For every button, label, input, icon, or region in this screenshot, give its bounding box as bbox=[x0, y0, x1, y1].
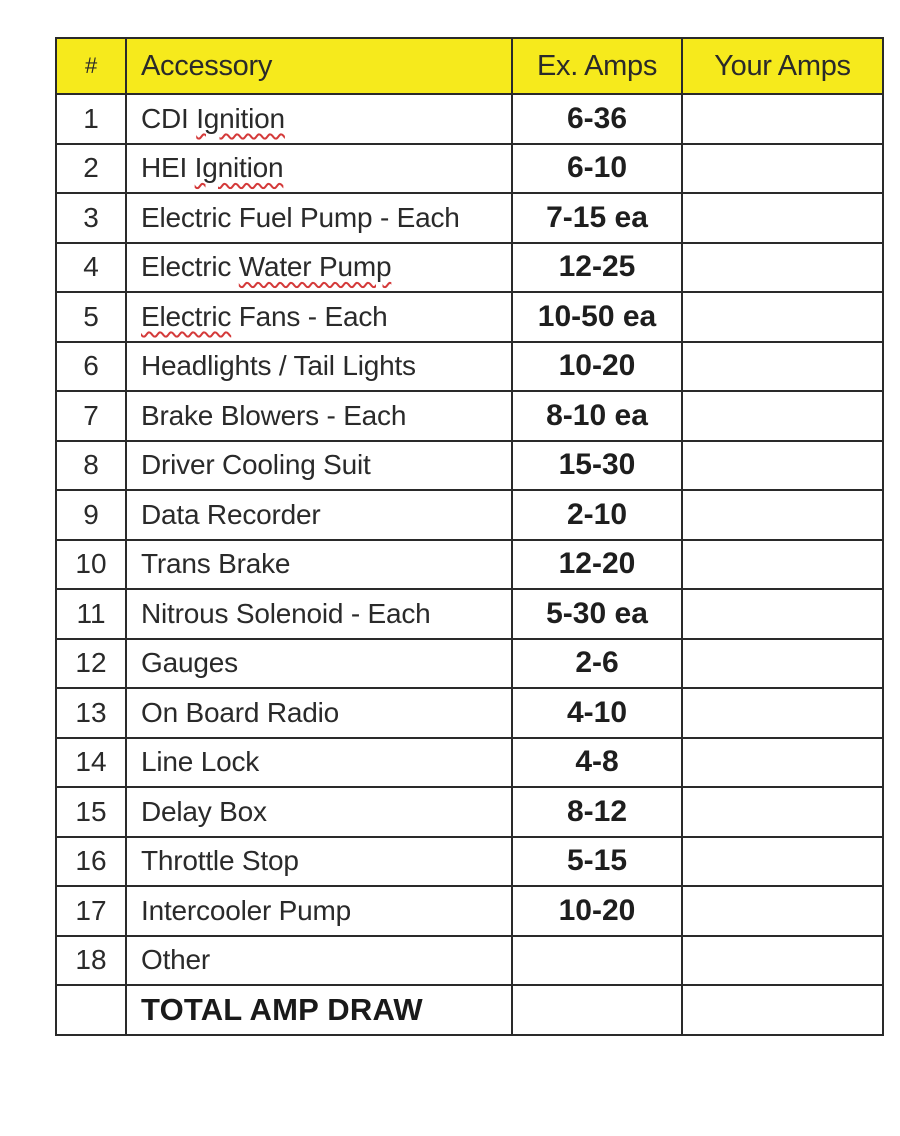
example-amps: 8-10 ea bbox=[512, 391, 682, 441]
accessory-text: Driver Cooling Suit bbox=[141, 449, 371, 481]
your-amps-cell[interactable] bbox=[682, 193, 883, 243]
table-row bbox=[56, 243, 883, 293]
amp-draw-table bbox=[55, 37, 884, 1036]
accessory-name bbox=[126, 688, 512, 738]
example-amps: 5-30 ea bbox=[512, 589, 682, 639]
row-number: 1 bbox=[56, 94, 126, 144]
accessory-text-spellcheck: Ignition bbox=[196, 102, 285, 134]
row-number: 14 bbox=[56, 738, 126, 788]
row-number: 3 bbox=[56, 193, 126, 243]
accessory-text: Trans Brake bbox=[141, 548, 291, 580]
accessory-text: CDI bbox=[141, 102, 197, 134]
header-example-amps: Ex. Amps bbox=[512, 38, 682, 94]
accessory-text: Headlights / Tail Lights bbox=[141, 350, 416, 382]
row-number: 5 bbox=[56, 292, 126, 342]
table-row bbox=[56, 391, 883, 441]
table-body bbox=[56, 94, 883, 985]
example-amps: 6-36 bbox=[512, 94, 682, 144]
accessory-name bbox=[126, 243, 512, 293]
table-row bbox=[56, 490, 883, 540]
table-row bbox=[56, 441, 883, 491]
example-amps: 6-10 bbox=[512, 144, 682, 194]
accessory-name bbox=[126, 886, 512, 936]
accessory-name bbox=[126, 639, 512, 689]
row-number: 13 bbox=[56, 688, 126, 738]
accessory-name bbox=[126, 144, 512, 194]
table-row bbox=[56, 144, 883, 194]
total-number-cell bbox=[56, 985, 126, 1035]
your-amps-cell[interactable] bbox=[682, 144, 883, 194]
table-row bbox=[56, 688, 883, 738]
header-number: # bbox=[56, 38, 126, 94]
accessory-name bbox=[126, 936, 512, 986]
accessory-name bbox=[126, 342, 512, 392]
accessory-name bbox=[126, 490, 512, 540]
accessory-text: Gauges bbox=[141, 647, 238, 679]
accessory-text: HEI bbox=[141, 152, 195, 184]
example-amps: 10-20 bbox=[512, 886, 682, 936]
row-number: 6 bbox=[56, 342, 126, 392]
example-amps: 4-10 bbox=[512, 688, 682, 738]
accessory-text-spellcheck: Water Pump bbox=[238, 251, 392, 283]
accessory-text: Electric Fuel Pump - Each bbox=[141, 201, 460, 233]
example-amps: 15-30 bbox=[512, 441, 682, 491]
row-number: 11 bbox=[56, 589, 126, 639]
your-amps-cell[interactable] bbox=[682, 837, 883, 887]
table-row bbox=[56, 94, 883, 144]
total-label: TOTAL AMP DRAW bbox=[126, 985, 512, 1035]
accessory-text: Brake Blowers - Each bbox=[141, 399, 407, 431]
example-amps: 7-15 ea bbox=[512, 193, 682, 243]
example-amps: 12-20 bbox=[512, 540, 682, 590]
accessory-name bbox=[126, 540, 512, 590]
your-amps-cell[interactable] bbox=[682, 787, 883, 837]
accessory-text: Delay Box bbox=[141, 795, 267, 827]
table-row bbox=[56, 738, 883, 788]
table-row bbox=[56, 292, 883, 342]
accessory-text: Electric bbox=[141, 251, 239, 283]
your-amps-cell[interactable] bbox=[682, 292, 883, 342]
example-amps: 4-8 bbox=[512, 738, 682, 788]
your-amps-cell[interactable] bbox=[682, 243, 883, 293]
accessory-name bbox=[126, 787, 512, 837]
row-number: 2 bbox=[56, 144, 126, 194]
accessory-name bbox=[126, 391, 512, 441]
table-header-row bbox=[56, 38, 883, 94]
header-your-amps: Your Amps bbox=[682, 38, 883, 94]
accessory-text: Throttle Stop bbox=[141, 845, 299, 877]
accessory-text-spellcheck: Electric bbox=[141, 300, 232, 332]
accessory-text-tail: Fans - Each bbox=[231, 300, 388, 332]
accessory-name bbox=[126, 837, 512, 887]
your-amps-cell[interactable] bbox=[682, 490, 883, 540]
your-amps-cell[interactable] bbox=[682, 441, 883, 491]
your-amps-cell[interactable] bbox=[682, 936, 883, 986]
example-amps: 2-6 bbox=[512, 639, 682, 689]
table-row bbox=[56, 540, 883, 590]
table-row bbox=[56, 193, 883, 243]
accessory-text: Intercooler Pump bbox=[141, 894, 352, 926]
total-example-amps-cell bbox=[512, 985, 682, 1035]
example-amps: 5-15 bbox=[512, 837, 682, 887]
accessory-name bbox=[126, 589, 512, 639]
accessory-text: Data Recorder bbox=[141, 498, 321, 530]
example-amps: 8-12 bbox=[512, 787, 682, 837]
your-amps-cell[interactable] bbox=[682, 688, 883, 738]
row-number: 17 bbox=[56, 886, 126, 936]
total-your-amps-cell[interactable] bbox=[682, 985, 883, 1035]
example-amps: 12-25 bbox=[512, 243, 682, 293]
your-amps-cell[interactable] bbox=[682, 589, 883, 639]
row-number: 7 bbox=[56, 391, 126, 441]
table-row bbox=[56, 886, 883, 936]
table-row bbox=[56, 837, 883, 887]
amp-draw-worksheet bbox=[55, 37, 882, 1036]
your-amps-cell[interactable] bbox=[682, 342, 883, 392]
your-amps-cell[interactable] bbox=[682, 94, 883, 144]
row-number: 10 bbox=[56, 540, 126, 590]
example-amps: 10-50 ea bbox=[512, 292, 682, 342]
accessory-name bbox=[126, 292, 512, 342]
example-amps bbox=[512, 936, 682, 986]
accessory-name bbox=[126, 738, 512, 788]
your-amps-cell[interactable] bbox=[682, 886, 883, 936]
accessory-text: On Board Radio bbox=[141, 696, 339, 728]
table-row bbox=[56, 936, 883, 986]
example-amps: 10-20 bbox=[512, 342, 682, 392]
accessory-name bbox=[126, 193, 512, 243]
table-row bbox=[56, 639, 883, 689]
table-row bbox=[56, 589, 883, 639]
accessory-text: Other bbox=[141, 944, 211, 976]
row-number: 8 bbox=[56, 441, 126, 491]
your-amps-cell[interactable] bbox=[682, 391, 883, 441]
row-number: 4 bbox=[56, 243, 126, 293]
accessory-text: Nitrous Solenoid - Each bbox=[141, 597, 431, 629]
total-row bbox=[56, 985, 883, 1035]
accessory-name bbox=[126, 441, 512, 491]
table-row bbox=[56, 342, 883, 392]
your-amps-cell[interactable] bbox=[682, 540, 883, 590]
table-row bbox=[56, 787, 883, 837]
accessory-text-spellcheck: Ignition bbox=[194, 152, 284, 184]
row-number: 15 bbox=[56, 787, 126, 837]
example-amps: 2-10 bbox=[512, 490, 682, 540]
row-number: 12 bbox=[56, 639, 126, 689]
row-number: 18 bbox=[56, 936, 126, 986]
row-number: 9 bbox=[56, 490, 126, 540]
row-number: 16 bbox=[56, 837, 126, 887]
your-amps-cell[interactable] bbox=[682, 639, 883, 689]
accessory-name bbox=[126, 94, 512, 144]
accessory-text: Line Lock bbox=[141, 746, 260, 778]
your-amps-cell[interactable] bbox=[682, 738, 883, 788]
header-accessory: Accessory bbox=[126, 38, 512, 94]
